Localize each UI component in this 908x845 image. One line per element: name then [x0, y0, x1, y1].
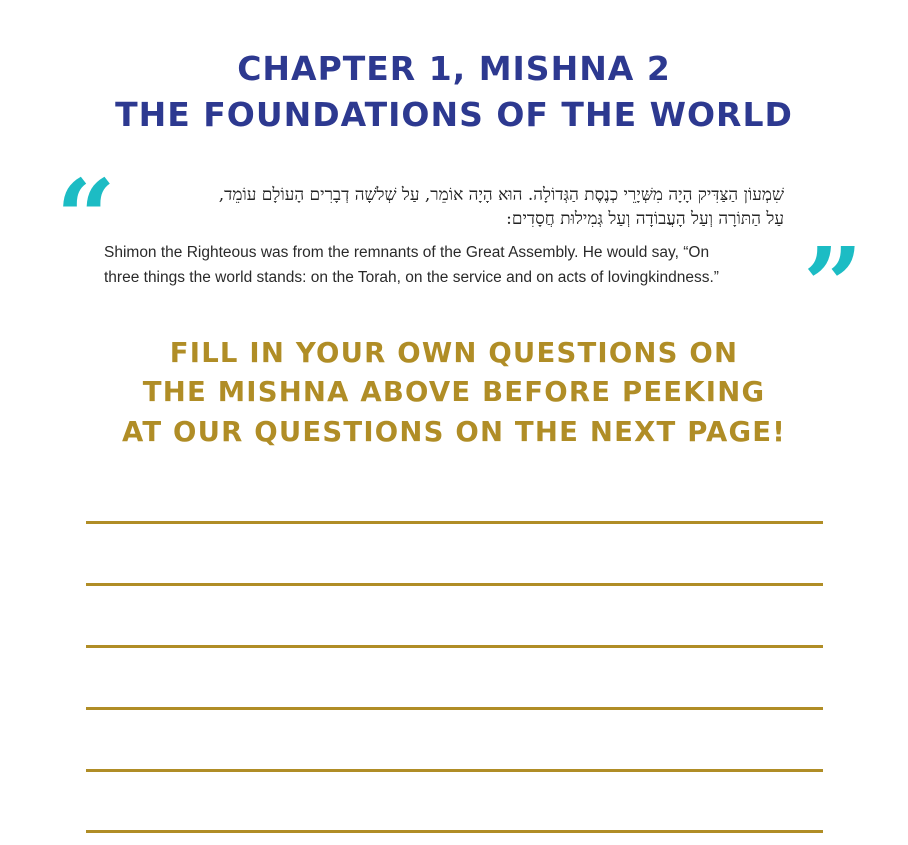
write-in-line[interactable]: [86, 521, 823, 524]
page-title-subtitle: THE FOUNDATIONS OF THE WORLD: [115, 95, 793, 134]
write-in-line[interactable]: [86, 645, 823, 648]
write-in-line[interactable]: [86, 707, 823, 710]
english-translation-line: Shimon the Righteous was from the remnants of the Great Assembly. He would say, “On: [104, 244, 710, 261]
write-in-line[interactable]: [86, 583, 823, 586]
prompt-line: AT OUR QUESTIONS ON THE NEXT PAGE!: [121, 416, 787, 448]
write-in-line[interactable]: [86, 769, 823, 772]
page-title-chapter: CHAPTER 1, MISHNA 2: [237, 49, 671, 88]
prompt-line: FILL IN YOUR OWN QUESTIONS ON: [169, 337, 739, 369]
close-quote-icon: ”: [803, 224, 863, 347]
open-quote-icon: “: [56, 156, 116, 279]
english-translation-line: three things the world stands: on the Torah, on the service and on acts of lovingkindness.”: [104, 269, 719, 286]
hebrew-text-line: שִׁמְעוֹן הַצַּדִּיק הָיָה מִשְּׁיָרֵי כְנֶסֶת הַגְּדוֹלָה. הוּא הָיָה אוֹמֵר, עַל שְׁלֹשָׁה דְבָרִים הָעוֹלָם עוֹמֵד,: [218, 185, 784, 205]
prompt-line: THE MISHNA ABOVE BEFORE PEEKING: [142, 376, 766, 408]
hebrew-text-line: עַל הַתּוֹרָה וְעַל הָעֲבוֹדָה וְעַל גְּמִילוּת חֲסָדִים:: [506, 209, 784, 229]
write-in-line[interactable]: [86, 830, 823, 833]
